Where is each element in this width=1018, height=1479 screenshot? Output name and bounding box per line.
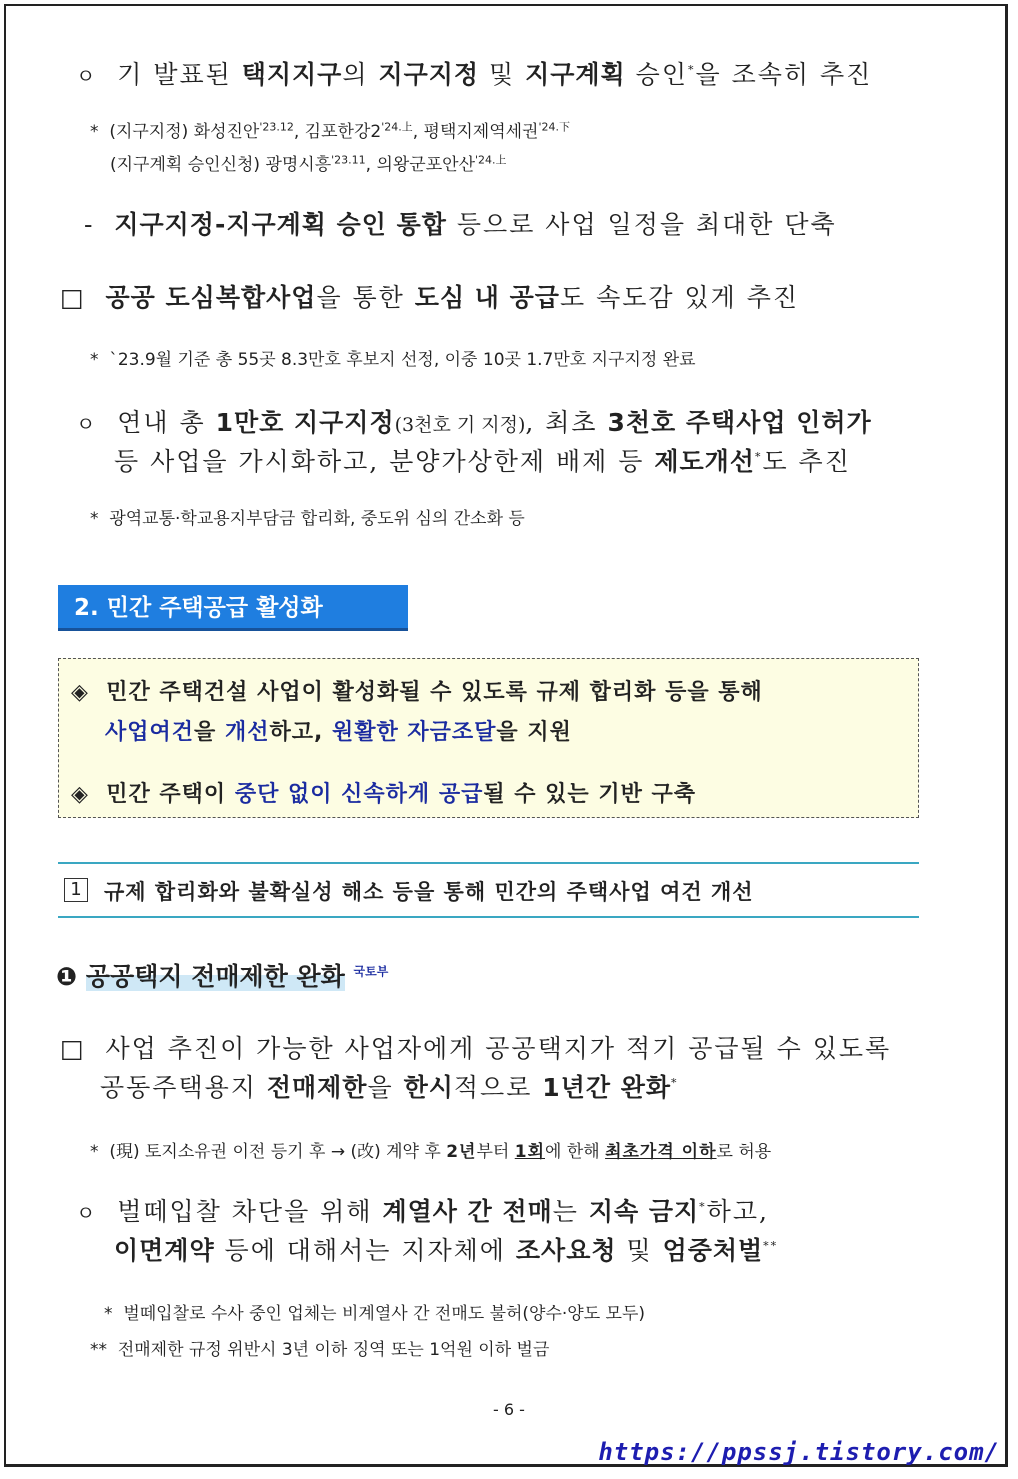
text: 을 조속히 추진 xyxy=(695,60,873,89)
text: 하고, xyxy=(706,1197,769,1226)
square-marker: □ xyxy=(60,283,86,312)
text: 을 지원 xyxy=(496,720,572,745)
diamond-bullet-icon: ◈ xyxy=(71,782,89,807)
text: 연내 총 xyxy=(117,408,216,437)
text: 기 발표된 xyxy=(117,60,242,89)
dash-marker: - xyxy=(84,210,95,239)
footnote-2 xyxy=(90,346,696,374)
subsection-title: 규제 합리화와 불확실성 해소 등을 통해 민간의 주택사업 여건 개선 xyxy=(104,880,754,904)
superscript: '24.下 xyxy=(538,120,571,134)
emphasis: 엄중처벌 xyxy=(662,1236,764,1265)
text: `23.9월 기준 총 55곳 8.3만호 후보지 선정, 이중 10곳 1.7만호 지구지정 완료 xyxy=(109,350,696,370)
text: 하고, xyxy=(269,720,332,745)
footnote-1 xyxy=(90,118,570,146)
footnote-mark: * xyxy=(687,63,696,77)
emphasis: 택지지구 xyxy=(241,60,343,89)
emphasis: 3천호 주택사업 인허가 xyxy=(607,408,872,437)
text: 및 xyxy=(616,1236,663,1265)
text: 및 xyxy=(479,60,526,89)
text: , 평택지제역세권 xyxy=(412,122,539,142)
footnote-1-line-2 xyxy=(110,151,507,179)
text: 도 속도감 있게 추진 xyxy=(559,283,800,312)
emphasis: 지구계획 xyxy=(525,60,626,89)
emphasis: 지속 금지 xyxy=(588,1197,700,1226)
page-number: - 6 - xyxy=(493,1400,525,1419)
emphasis: 이면계약 xyxy=(114,1236,215,1265)
emphasis: 제도개선 xyxy=(654,447,755,476)
emphasis: 공공 도심복합사업 xyxy=(105,283,317,312)
numbered-bullet-icon: ❶ xyxy=(56,962,78,991)
text: (現) 토지소유권 이전 등기 후 → (改) 계약 후 xyxy=(109,1142,447,1162)
text: , 의왕군포안산 xyxy=(365,155,475,175)
emphasis: 지구지정-지구계획 승인 통합 xyxy=(114,210,447,239)
square-line-2 xyxy=(60,1030,891,1068)
dash-line-1 xyxy=(84,206,837,244)
item-heading xyxy=(56,957,388,993)
text: 는 xyxy=(552,1197,589,1226)
highlight: 원활한 자금조달 xyxy=(331,720,497,745)
text: 적으로 xyxy=(453,1073,543,1102)
text: 공동주택용지 xyxy=(100,1073,267,1102)
text: 될 수 있는 기반 구축 xyxy=(483,782,696,807)
section-title: 2. 민간 주택공급 활성화 xyxy=(58,585,408,631)
square-marker: □ xyxy=(60,1034,86,1063)
text: 도 추진 xyxy=(762,447,851,476)
text: 로 허용 xyxy=(716,1142,772,1162)
text: (지구지정) 화성진안 xyxy=(109,122,260,142)
emphasis: 계열사 간 전매 xyxy=(382,1197,553,1226)
text: 등 사업을 가시화하고, 분양가상한제 배제 등 xyxy=(114,447,655,476)
text: 벌떼입찰 차단을 위해 xyxy=(117,1197,383,1226)
text: 을 통한 xyxy=(316,283,415,312)
text: 부터 xyxy=(476,1142,515,1162)
superscript: '24.上 xyxy=(381,120,413,134)
subsection-number: 1 xyxy=(64,878,88,902)
emphasis: 1년간 완화 xyxy=(542,1073,671,1102)
summary-box xyxy=(58,658,919,818)
footnote-marker: * xyxy=(90,509,99,529)
emphasis: 조사요청 xyxy=(515,1236,617,1265)
square-line-2-cont xyxy=(100,1069,679,1107)
text: 등으로 사업 일정을 최대한 단축 xyxy=(446,210,837,239)
footnote-6 xyxy=(90,1336,549,1364)
footnote-3 xyxy=(90,505,525,533)
emphasis: 한시 xyxy=(403,1073,454,1102)
bullet-line-2 xyxy=(76,404,872,444)
subsection-heading xyxy=(58,862,919,918)
superscript: '23.12 xyxy=(259,120,294,134)
footnote-marker: * xyxy=(104,1304,113,1324)
footnote-marker: * xyxy=(90,1142,99,1162)
summary-line-3 xyxy=(71,777,696,808)
bullet-line-2-cont xyxy=(114,443,851,481)
footnote-4 xyxy=(90,1138,771,1166)
watermark-url[interactable]: https://ppssj.tistory.com/ xyxy=(598,1438,1000,1466)
text: 승인 xyxy=(625,60,688,89)
superscript: '23.11 xyxy=(331,153,366,167)
footnote-marker: * xyxy=(90,122,99,142)
bullet-line-3-cont xyxy=(114,1232,778,1270)
highlight: 개선 xyxy=(224,720,270,745)
emphasis: 도심 내 공급 xyxy=(414,283,560,312)
highlight: 사업여건 xyxy=(105,720,195,745)
footnote-mark: ** xyxy=(763,1239,779,1253)
footnote-marker: * xyxy=(90,350,99,370)
text: 전매제한 규정 위반시 3년 이하 징역 또는 1억원 이하 벌금 xyxy=(117,1340,550,1360)
text: 을 xyxy=(194,720,225,745)
square-line-1 xyxy=(60,279,799,317)
summary-line-2 xyxy=(105,715,572,746)
emphasis: 전매제한 xyxy=(266,1073,368,1102)
summary-line-1 xyxy=(71,675,763,706)
bullet-line-1 xyxy=(76,56,872,95)
footnote-marker: ** xyxy=(90,1340,107,1360)
bullet-marker: ㅇ xyxy=(76,64,98,88)
bullet-marker: ㅇ xyxy=(76,1201,98,1225)
footnote-5 xyxy=(104,1300,645,1328)
text: 에 한해 xyxy=(545,1142,606,1162)
text: , 최초 xyxy=(525,408,608,437)
emphasis: 2년 xyxy=(446,1142,477,1162)
text: 을 xyxy=(367,1073,404,1102)
text: , 김포한강2 xyxy=(293,122,382,142)
bullet-line-3 xyxy=(76,1193,769,1232)
text: 광역교통·학교용지부담금 합리화, 중도위 심의 간소화 등 xyxy=(109,509,525,529)
emphasis: 1회 xyxy=(514,1142,545,1162)
text: (지구계획 승인신청) 광명시흥 xyxy=(110,155,332,175)
highlight: 중단 없이 신속하게 공급 xyxy=(234,782,484,807)
text: 등에 대해서는 지자체에 xyxy=(214,1236,516,1265)
emphasis: 지구지정 xyxy=(378,60,480,89)
superscript: '24.上 xyxy=(475,153,507,167)
item-title: 공공택지 전매제한 완화 xyxy=(85,962,345,991)
footnote-mark: * xyxy=(699,1200,707,1214)
footnote-mark: * xyxy=(754,450,763,464)
text: 벌떼입찰로 수사 중인 업체는 비계열사 간 전매도 불허(양수·양도 모두) xyxy=(123,1304,646,1324)
text: 민간 주택건설 사업이 활성화될 수 있도록 규제 합리화 등을 통해 xyxy=(106,680,763,705)
emphasis: 최초가격 이하 xyxy=(605,1142,717,1162)
text: 사업 추진이 가능한 사업자에게 공공택지가 적기 공급될 수 있도록 xyxy=(105,1034,892,1063)
text: 민간 주택이 xyxy=(106,782,235,807)
text: (3천호 기 지정) xyxy=(394,414,526,436)
emphasis: 1만호 지구지정 xyxy=(215,408,395,437)
footnote-mark: * xyxy=(671,1076,679,1090)
bullet-marker: ㅇ xyxy=(76,412,98,436)
text: 의 xyxy=(342,60,379,89)
agency-label: 국토부 xyxy=(353,964,389,979)
diamond-bullet-icon: ◈ xyxy=(71,680,89,705)
